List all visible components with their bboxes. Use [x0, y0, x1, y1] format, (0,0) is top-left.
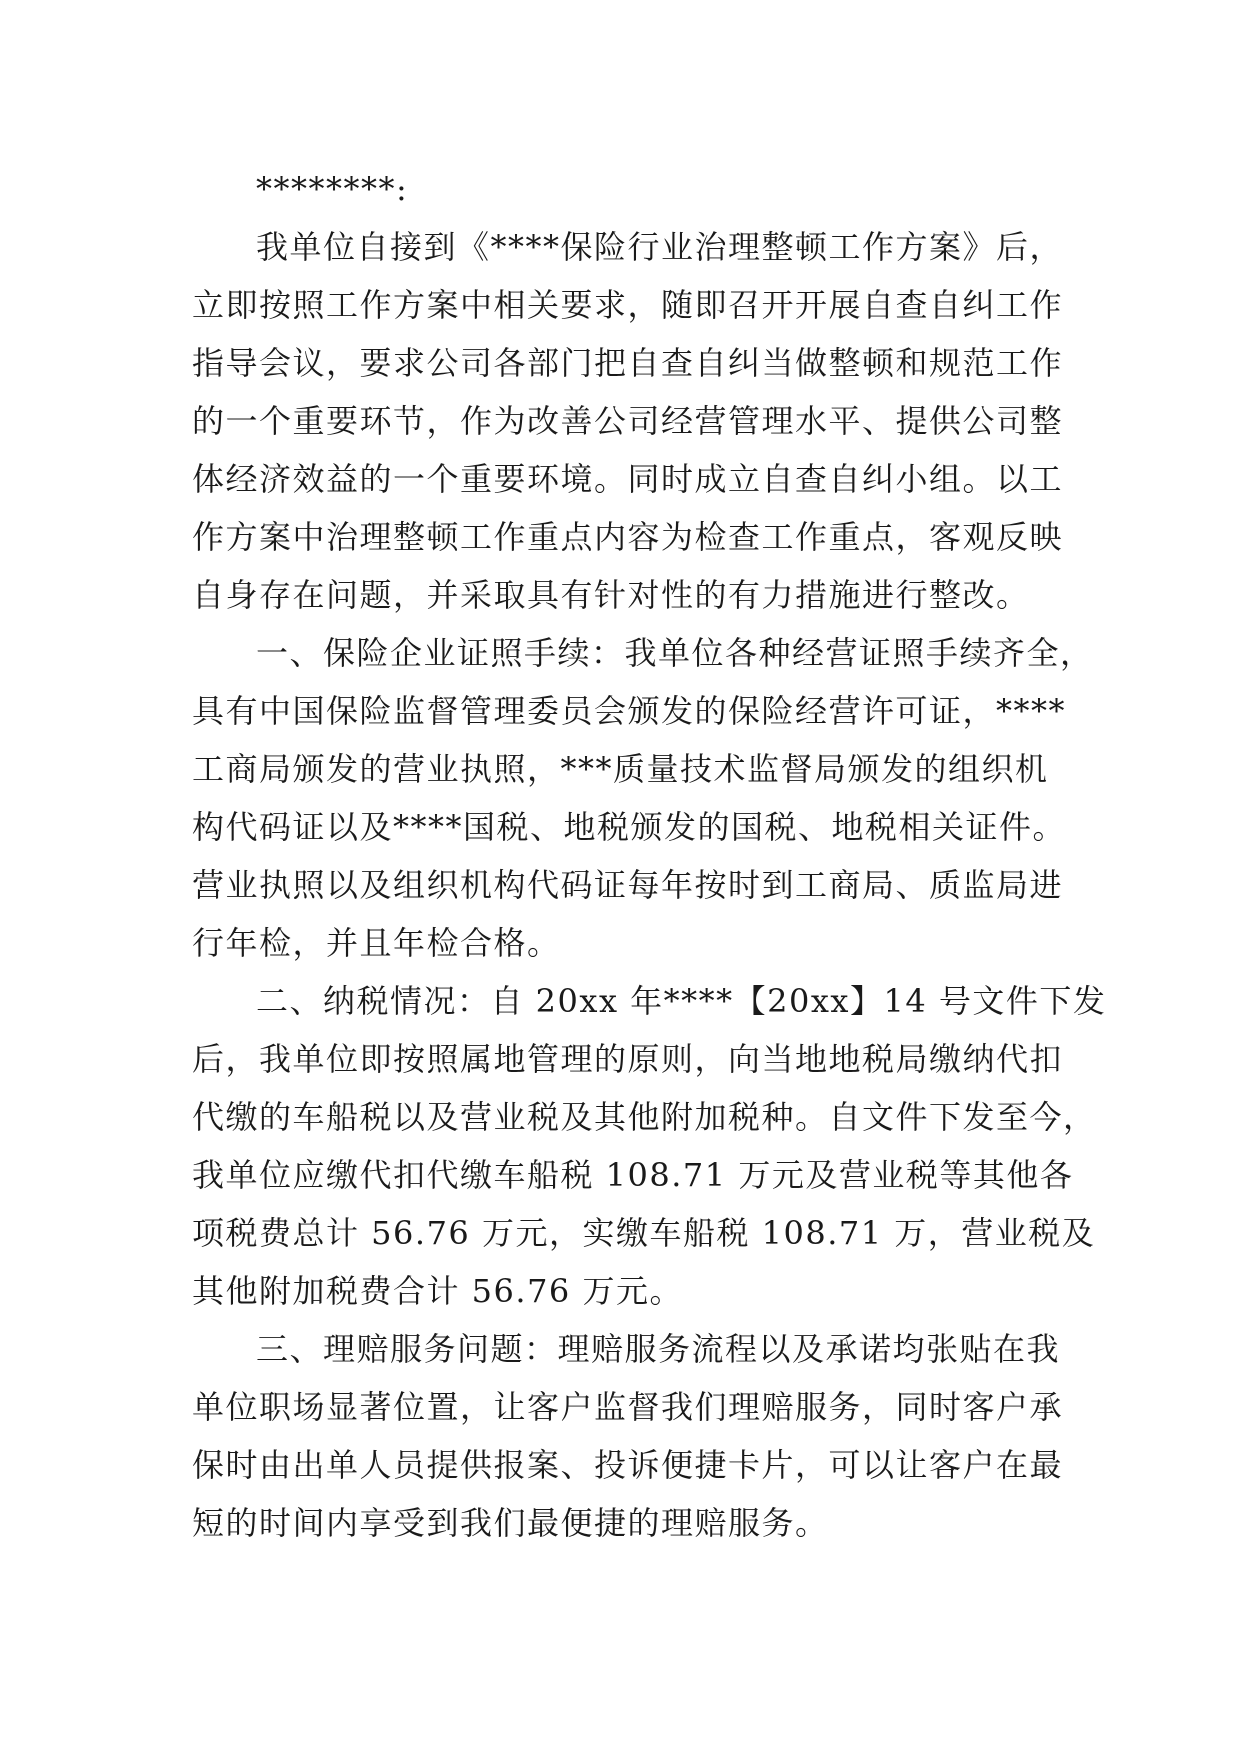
paragraph-line: 单位职场显著位置，让客户监督我们理赔服务，同时客户承: [192, 1388, 1064, 1426]
paragraph-line: 二、纳税情况：自 20xx 年****【20xx】14 号文件下发: [256, 982, 1107, 1020]
paragraph-licenses: [192, 624, 1094, 972]
paragraph-line: 一、保险企业证照手续：我单位各种经营证照手续齐全，: [256, 634, 1094, 672]
paragraph-line: 行年检，并且年检合格。: [192, 924, 561, 962]
paragraph-line: 自身存在问题，并采取具有针对性的有力措施进行整改。: [192, 576, 1030, 614]
paragraph-line: 作方案中治理整顿工作重点内容为检查工作重点，客观反映: [192, 518, 1064, 556]
paragraph-line: 三、理赔服务问题：理赔服务流程以及承诺均张贴在我: [256, 1330, 1061, 1368]
paragraph-taxes: [192, 972, 1107, 1320]
paragraph-line: 指导会议，要求公司各部门把自查自纠当做整顿和规范工作: [192, 344, 1064, 382]
paragraph-line: 工商局颁发的营业执照，***质量技术监督局颁发的组织机: [192, 750, 1049, 788]
document-body: [192, 160, 1107, 1552]
paragraph-line: 其他附加税费合计 56.76 万元。: [192, 1272, 683, 1310]
paragraph-intro: [192, 218, 1064, 624]
paragraph-line: 构代码证以及****国税、地税颁发的国税、地税相关证件。: [192, 808, 1067, 846]
paragraph-line: 的一个重要环节，作为改善公司经营管理水平、提供公司整: [192, 402, 1064, 440]
paragraph-line: 体经济效益的一个重要环境。同时成立自查自纠小组。以工: [192, 460, 1064, 498]
paragraph-line: 短的时间内享受到我们最便捷的理赔服务。: [192, 1504, 829, 1542]
paragraph-line: 项税费总计 56.76 万元，实缴车船税 108.71 万，营业税及: [192, 1214, 1096, 1252]
paragraph-line: 后，我单位即按照属地管理的原则，向当地地税局缴纳代扣: [192, 1040, 1064, 1078]
paragraph-line: 立即按照工作方案中相关要求，随即召开开展自查自纠工作: [192, 286, 1064, 324]
paragraph-line: 保时由出单人员提供报案、投诉便捷卡片，可以让客户在最: [192, 1446, 1064, 1484]
paragraph-line: 代缴的车船税以及营业税及其他附加税种。自文件下发至今，: [192, 1098, 1097, 1136]
paragraph-line: 我单位应缴代扣代缴车船税 108.71 万元及营业税等其他各: [192, 1156, 1074, 1194]
paragraph-line: 具有中国保险监督管理委员会颁发的保险经营许可证，****: [192, 692, 1067, 730]
paragraph-claims: [192, 1320, 1064, 1552]
paragraph-line: 营业执照以及组织机构代码证每年按时到工商局、质监局进: [192, 866, 1064, 904]
paragraph-line: 我单位自接到《****保险行业治理整顿工作方案》后，: [256, 228, 1064, 266]
salutation: ********:: [256, 170, 409, 208]
